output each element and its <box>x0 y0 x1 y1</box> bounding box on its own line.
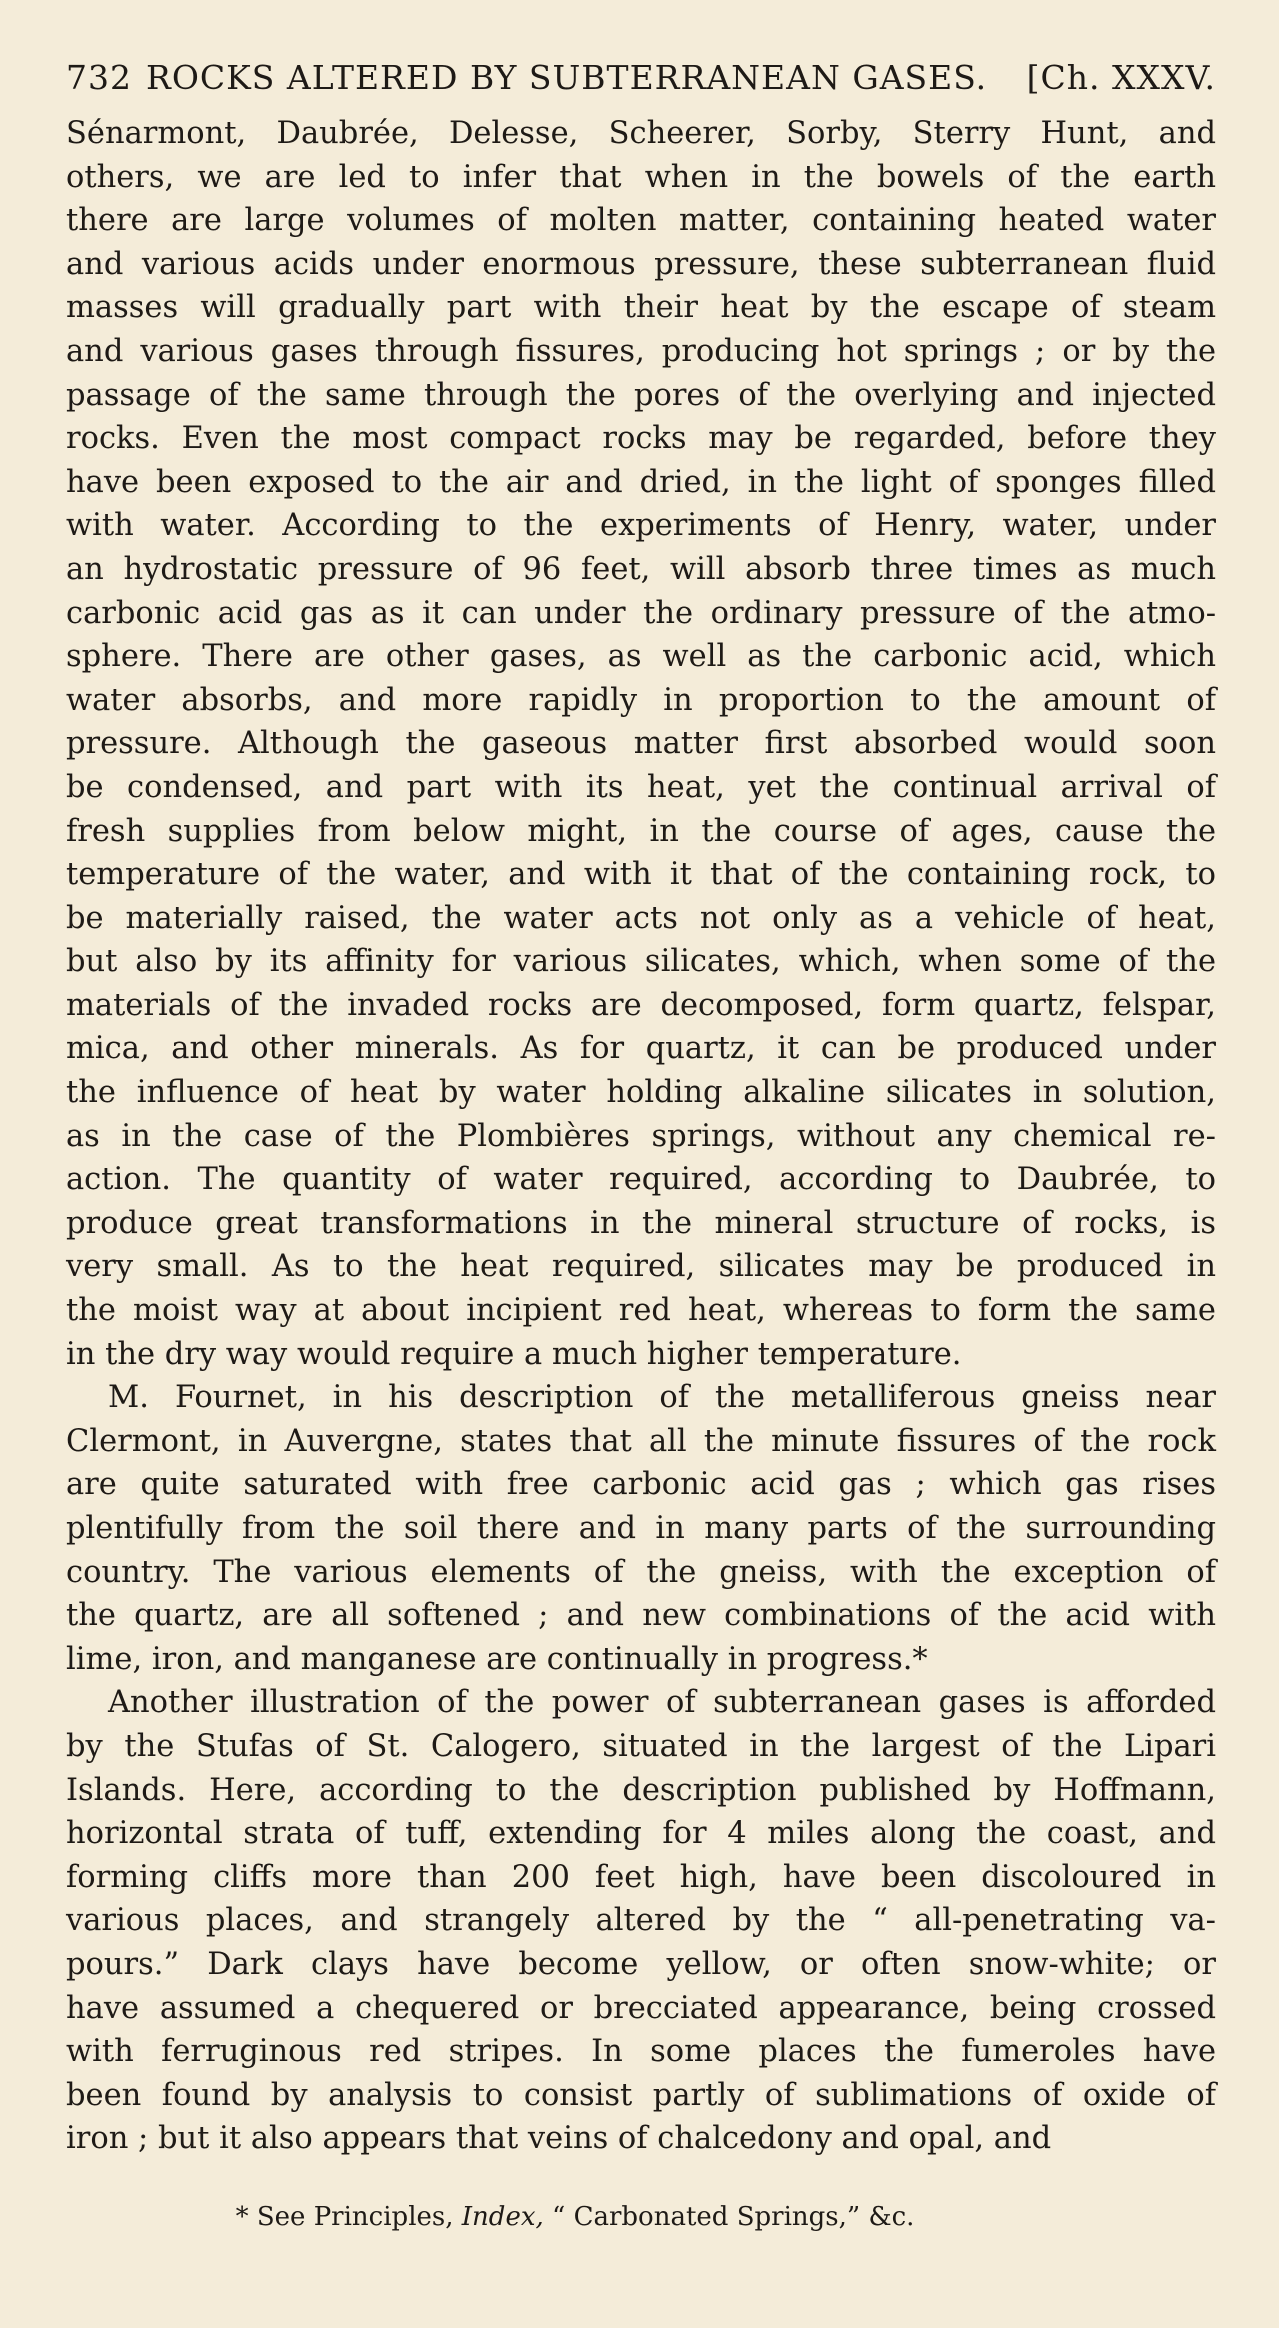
text-line: forming cliffs more than 200 feet high, have been discoloured in <box>66 1859 1216 1895</box>
text-line: plentifully from the soil there and in many parts of the surrounding <box>66 1511 1216 1546</box>
running-head <box>66 58 1216 98</box>
text-line: and various acids under enormous pressure, these subterranean fluid <box>66 246 1216 282</box>
text-line: various places, and strangely altered by the “ all-penetrating va- <box>66 1903 1216 1939</box>
text-line: be materially raised, the water acts not only as a vehicle of heat, <box>66 900 1216 936</box>
text-line: be condensed, and part with its heat, yet the continual arrival of <box>66 769 1216 805</box>
text-line: iron ; but it also appears that veins of chalcedony and opal, and <box>66 2121 1052 2157</box>
text-line: sphere. There are other gases, as well as the carbonic acid, which <box>66 639 1216 675</box>
text-line: Islands. Here, according to the description published by Hoffmann, <box>66 1772 1216 1808</box>
text-line: Sénarmont, Daubrée, Delesse, Scheerer, Sorby, Sterry Hunt, and <box>66 116 1216 151</box>
text-line: Clermont, in Auvergne, states that all the minute fissures of the rock <box>66 1423 1216 1459</box>
text-line: pours.” Dark clays have become yellow, or often snow-white; or <box>66 1946 1216 1982</box>
text-line: there are large volumes of molten matter, containing heated water <box>66 203 1216 239</box>
text-line: are quite saturated with free carbonic acid gas ; which gas rises <box>66 1467 1216 1503</box>
chapter-label: [Ch. XXXV. <box>1026 58 1216 97</box>
book-page <box>66 58 1216 2161</box>
text-line: have assumed a chequered or brecciated appearance, being crossed <box>66 1990 1216 2026</box>
text-line: and various gases through fissures, producing hot springs ; or by the <box>66 333 1216 369</box>
text-line: as in the case of the Plombières springs, without any chemical re- <box>66 1118 1216 1154</box>
text-line: Another illustration of the power of subterranean gases is afforded <box>108 1685 1216 1721</box>
text-line: M. Fournet, in his description of the metalliferous gneiss near <box>108 1380 1216 1416</box>
text-line: lime, iron, and manganese are continually in progress.* <box>66 1641 928 1677</box>
paragraph <box>66 1681 1216 2161</box>
text-line: masses will gradually part with their heat by the escape of steam <box>66 290 1216 326</box>
text-line: by the Stufas of St. Calogero, situated in the largest of the Lipari <box>66 1728 1216 1764</box>
text-line: in the dry way would require a much higher temperature. <box>66 1336 962 1372</box>
running-head-title: ROCKS ALTERED BY SUBTERRANEAN GASES. <box>146 58 988 97</box>
text-line: country. The various elements of the gneiss, with the exception of <box>66 1554 1216 1590</box>
text-line: but also by its affinity for various silicates, which, when some of the <box>66 944 1216 980</box>
text-line: temperature of the water, and with it that of the containing rock, to <box>66 857 1216 893</box>
text-line: pressure. Although the gaseous matter first absorbed would soon <box>66 726 1216 762</box>
footnote <box>0 2200 1150 2234</box>
footnote-italic: Index, <box>461 2202 544 2232</box>
paragraph <box>66 1376 1216 1681</box>
text-line: been found by analysis to consist partly of sublimations of oxide of <box>66 2077 1216 2113</box>
paragraph <box>66 112 1216 1376</box>
text-line: water absorbs, and more rapidly in proportion to the amount of <box>66 682 1216 718</box>
text-line: very small. As to the heat required, silicates may be produced in <box>66 1249 1216 1285</box>
text-line: the moist way at about incipient red heat, whereas to form the same <box>66 1293 1216 1329</box>
text-line: materials of the invaded rocks are decomposed, form quartz, felspar, <box>66 987 1216 1023</box>
text-line: the quartz, are all softened ; and new combinations of the acid with <box>66 1598 1216 1634</box>
text-line: others, we are led to infer that when in the bowels of the earth <box>66 159 1216 195</box>
footnote-prefix: * See Principles, <box>235 2202 454 2232</box>
text-line: passage of the same through the pores of the overlying and injected <box>66 377 1216 413</box>
body-text <box>66 112 1216 2161</box>
text-line: an hydrostatic pressure of 96 feet, will absorb three times as much <box>66 551 1216 587</box>
text-line: have been exposed to the air and dried, in the light of sponges filled <box>66 464 1216 500</box>
text-line: horizontal strata of tuff, extending for 4 miles along the coast, and <box>66 1816 1216 1852</box>
text-line: with water. According to the experiments of Henry, water, under <box>66 508 1216 544</box>
text-line: with ferruginous red stripes. In some places the fumeroles have <box>66 2034 1216 2070</box>
text-line: produce great transformations in the mineral structure of rocks, is <box>66 1205 1216 1241</box>
text-line: action. The quantity of water required, according to Daubrée, to <box>66 1162 1216 1198</box>
text-line: carbonic acid gas as it can under the ordinary pressure of the atmo- <box>66 595 1216 631</box>
footnote-suffix: “ Carbonated Springs,” &c. <box>552 2202 915 2232</box>
page-number: 732 <box>66 58 132 97</box>
text-line: the influence of heat by water holding alkaline silicates in solution, <box>66 1075 1216 1111</box>
text-line: fresh supplies from below might, in the course of ages, cause the <box>66 813 1216 849</box>
text-line: rocks. Even the most compact rocks may be regarded, before they <box>66 421 1216 457</box>
text-line: mica, and other minerals. As for quartz, it can be produced under <box>66 1031 1216 1067</box>
